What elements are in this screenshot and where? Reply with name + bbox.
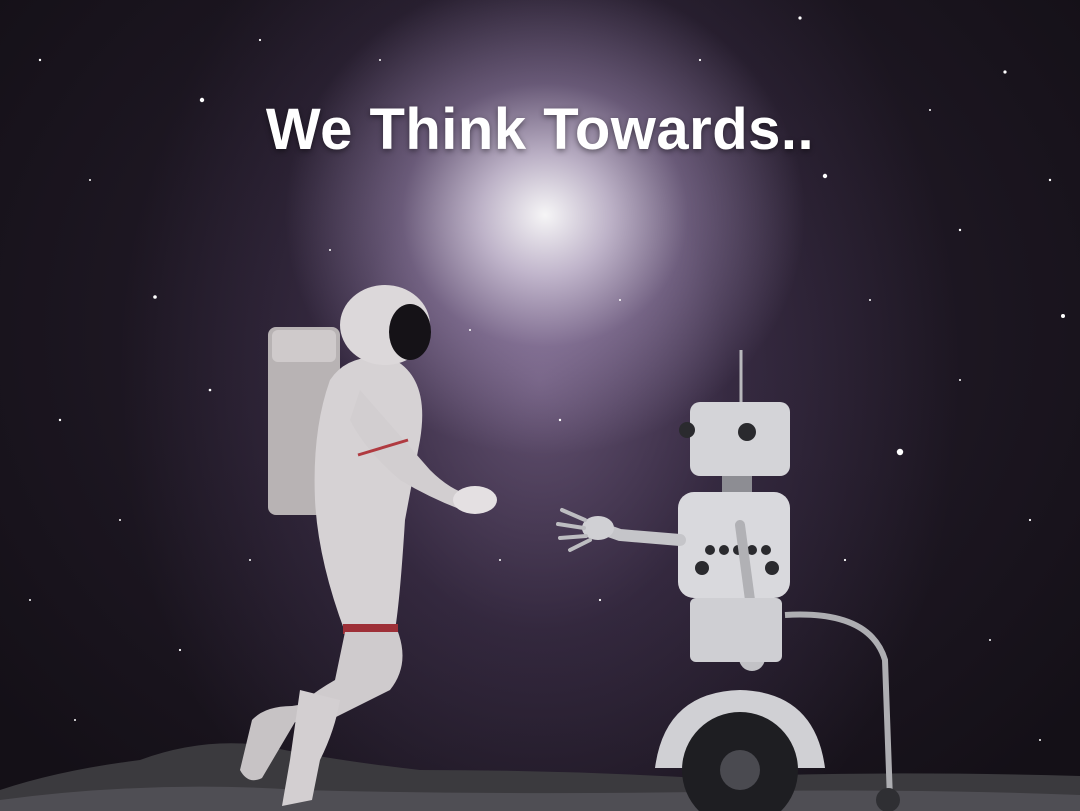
headline: We Think Towards.. [265,97,815,162]
astronaut-figure [240,285,497,806]
lunar-ground [0,743,1080,811]
robot-figure [558,350,900,811]
